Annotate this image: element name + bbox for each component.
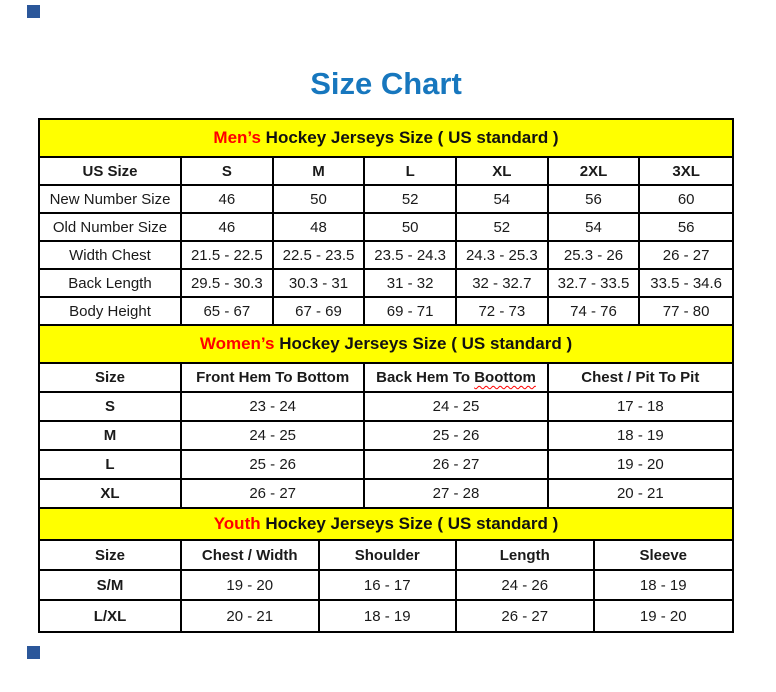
data-cell: 18 - 19 bbox=[549, 422, 732, 451]
data-cell: 52 bbox=[365, 186, 457, 214]
data-cell: 48 bbox=[274, 214, 366, 242]
data-cell: 18 - 19 bbox=[320, 601, 458, 631]
data-cell: 26 - 27 bbox=[182, 480, 365, 509]
data-cell: 20 - 21 bbox=[549, 480, 732, 509]
data-cell: 30.3 - 31 bbox=[274, 270, 366, 298]
data-cell: 46 bbox=[182, 186, 274, 214]
data-cell: 21.5 - 22.5 bbox=[182, 242, 274, 270]
data-cell: 24 - 25 bbox=[365, 393, 548, 422]
data-cell: 46 bbox=[182, 214, 274, 242]
row-label-cell: Old Number Size bbox=[40, 214, 182, 242]
column-header-cell: Size bbox=[40, 541, 182, 571]
column-header-cell: Length bbox=[457, 541, 595, 571]
data-cell: 33.5 - 34.6 bbox=[640, 270, 732, 298]
data-cell: 65 - 67 bbox=[182, 298, 274, 326]
data-cell: 50 bbox=[274, 186, 366, 214]
data-cell: 77 - 80 bbox=[640, 298, 732, 326]
data-cell: 19 - 20 bbox=[549, 451, 732, 480]
column-header-text: Back Hem To bbox=[376, 369, 475, 386]
row-label-cell: S/M bbox=[40, 571, 182, 601]
table-banner-youth bbox=[40, 509, 732, 541]
data-cell: 72 - 73 bbox=[457, 298, 549, 326]
column-header-cell: Shoulder bbox=[320, 541, 458, 571]
data-cell: 54 bbox=[549, 214, 641, 242]
data-cell: 16 - 17 bbox=[320, 571, 458, 601]
banner-text: Hockey Jerseys Size ( US standard ) bbox=[260, 128, 559, 147]
data-cell: 26 - 27 bbox=[457, 601, 595, 631]
size-chart-tables bbox=[38, 118, 734, 633]
data-cell: 56 bbox=[640, 214, 732, 242]
data-cell: 54 bbox=[457, 186, 549, 214]
column-header-cell: XL bbox=[457, 158, 549, 186]
banner-highlight: Men’s bbox=[213, 128, 261, 147]
data-cell: 17 - 18 bbox=[549, 393, 732, 422]
row-label-cell: Width Chest bbox=[40, 242, 182, 270]
column-header-cell: M bbox=[274, 158, 366, 186]
data-cell: 27 - 28 bbox=[365, 480, 548, 509]
column-header-cell: Sleeve bbox=[595, 541, 733, 571]
blue-square-marker-top bbox=[27, 5, 40, 18]
row-label-cell: XL bbox=[40, 480, 182, 509]
column-header-cell: S bbox=[182, 158, 274, 186]
column-header-cell bbox=[365, 364, 548, 393]
data-cell: 26 - 27 bbox=[365, 451, 548, 480]
data-cell: 60 bbox=[640, 186, 732, 214]
column-header-cell: Chest / Width bbox=[182, 541, 320, 571]
data-cell: 18 - 19 bbox=[595, 571, 733, 601]
table-banner-men bbox=[40, 120, 732, 158]
banner-text: Hockey Jerseys Size ( US standard ) bbox=[274, 334, 573, 353]
data-cell: 25.3 - 26 bbox=[549, 242, 641, 270]
data-cell: 32.7 - 33.5 bbox=[549, 270, 641, 298]
column-header-cell: 3XL bbox=[640, 158, 732, 186]
banner-highlight: Youth bbox=[213, 514, 261, 533]
data-cell: 24 - 25 bbox=[182, 422, 365, 451]
data-cell: 32 - 32.7 bbox=[457, 270, 549, 298]
data-cell: 19 - 20 bbox=[639, 607, 687, 625]
row-label-cell: L/XL bbox=[40, 601, 182, 631]
banner-highlight: Women’s bbox=[199, 334, 275, 353]
table-banner-women bbox=[40, 326, 732, 364]
table-grid-women bbox=[40, 364, 732, 509]
data-cell: 23 - 24 bbox=[182, 393, 365, 422]
row-label-cell: M bbox=[40, 422, 182, 451]
data-cell: 23.5 - 24.3 bbox=[365, 242, 457, 270]
data-cell: 24.3 - 25.3 bbox=[457, 242, 549, 270]
data-cell: 20 - 21 bbox=[182, 601, 320, 631]
column-header-cell: 2XL bbox=[549, 158, 641, 186]
blue-square-marker-bottom bbox=[27, 646, 40, 659]
data-cell: 24 - 26 bbox=[457, 571, 595, 601]
data-cell: 74 - 76 bbox=[549, 298, 641, 326]
data-cell: 52 bbox=[457, 214, 549, 242]
row-label-cell: Back Length bbox=[40, 270, 182, 298]
column-header-cell: L bbox=[365, 158, 457, 186]
column-header-cell: US Size bbox=[40, 158, 182, 186]
misspelled-word: Boottom bbox=[474, 369, 536, 386]
data-cell: 31 - 32 bbox=[365, 270, 457, 298]
data-cell: 25 - 26 bbox=[365, 422, 548, 451]
data-cell: 56 bbox=[549, 186, 641, 214]
table-grid-men bbox=[40, 158, 732, 326]
table-grid-youth bbox=[40, 541, 732, 631]
row-label-cell: S bbox=[40, 393, 182, 422]
data-cell: 26 - 27 bbox=[640, 242, 732, 270]
column-header-cell: Front Hem To Bottom bbox=[182, 364, 365, 393]
data-cell: 22.5 - 23.5 bbox=[274, 242, 366, 270]
data-cell: 25 - 26 bbox=[182, 451, 365, 480]
data-cell: 19 - 20 bbox=[182, 571, 320, 601]
row-label-cell: Body Height bbox=[40, 298, 182, 326]
page-title: Size Chart bbox=[310, 66, 462, 101]
column-header-cell: Size bbox=[40, 364, 182, 393]
banner-text: Hockey Jerseys Size ( US standard ) bbox=[260, 514, 559, 533]
row-label-cell: L bbox=[40, 451, 182, 480]
data-cell: 67 - 69 bbox=[274, 298, 366, 326]
data-cell: 69 - 71 bbox=[365, 298, 457, 326]
column-header-cell: Chest / Pit To Pit bbox=[549, 364, 732, 393]
data-cell: 50 bbox=[365, 214, 457, 242]
data-cell: 29.5 - 30.3 bbox=[182, 270, 274, 298]
row-label-cell: New Number Size bbox=[40, 186, 182, 214]
